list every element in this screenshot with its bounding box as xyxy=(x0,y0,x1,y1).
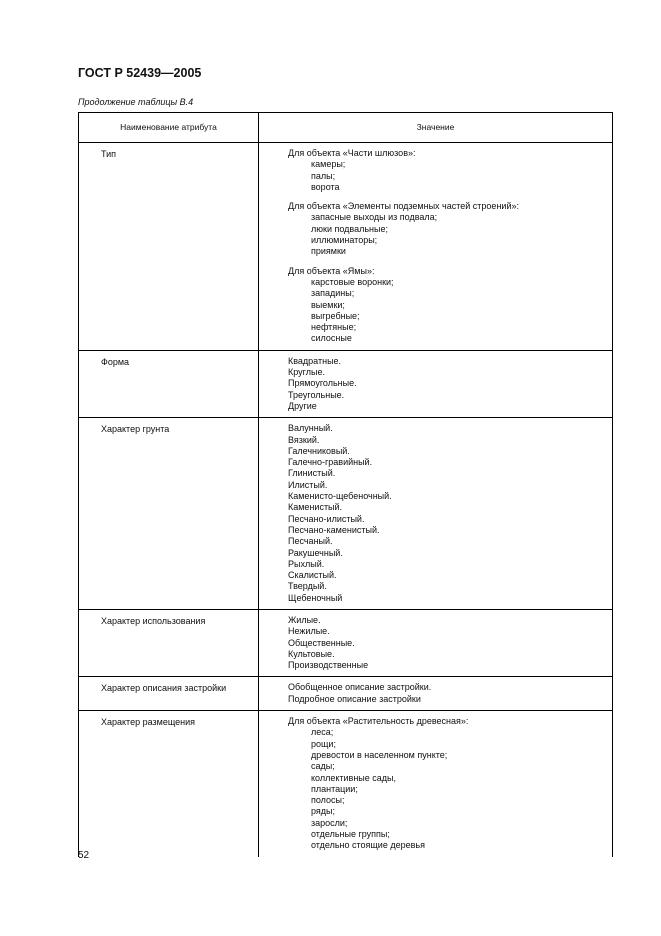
value-item: Песчано-каменистый. xyxy=(288,524,380,535)
value-item: коллективные сады, xyxy=(311,772,396,783)
value-item: Илистый. xyxy=(288,479,328,490)
value-group xyxy=(288,266,612,345)
value-item: Обобщенное описание застройки. xyxy=(288,682,432,693)
value-item: Каменисто-щебеночный. xyxy=(288,491,392,502)
table-row-building-description xyxy=(79,677,613,711)
value-item: запасные выходы из подвала; xyxy=(311,212,438,223)
attribute-values xyxy=(259,610,612,676)
value-item: карстовые воронки; xyxy=(311,276,394,287)
column-header-name: Наименование атрибута xyxy=(79,113,259,143)
attribute-name: Характер грунта xyxy=(101,424,170,435)
table-caption: Продолжение таблицы В.4 xyxy=(78,97,194,107)
table-row-soil xyxy=(79,418,613,610)
value-item: приямки xyxy=(311,246,346,257)
attribute-name: Форма xyxy=(101,356,130,367)
value-item: Подробное описание застройки xyxy=(288,693,421,704)
column-header-value: Значение xyxy=(259,113,613,143)
value-item: Другие xyxy=(288,400,317,411)
page-number: 52 xyxy=(78,850,90,861)
table-row-shape xyxy=(79,350,613,417)
value-group xyxy=(288,716,612,852)
attribute-name: Характер описания застройки xyxy=(101,683,227,694)
value-item: заросли; xyxy=(311,817,348,828)
attributes-table xyxy=(78,112,613,857)
value-item: камеры; xyxy=(311,159,346,170)
table-row-placement xyxy=(79,711,613,857)
value-item: Галечниковый. xyxy=(288,445,350,456)
value-item: Ракушечный. xyxy=(288,547,343,558)
value-item: Рыхлый. xyxy=(288,558,325,569)
document-title: ГОСТ Р 52439—2005 xyxy=(78,66,202,80)
value-item: Твердый. xyxy=(288,581,327,592)
value-item: Треугольные. xyxy=(288,389,345,400)
value-item: западины; xyxy=(311,288,355,299)
value-item: древостои в населенном пункте; xyxy=(311,749,448,760)
value-item: полосы; xyxy=(311,795,345,806)
group-intro: Для объекта «Растительность древесная»: xyxy=(288,716,469,727)
value-item: плантации; xyxy=(311,783,358,794)
value-item: Общественные. xyxy=(288,637,355,648)
value-item: Прямоугольные. xyxy=(288,378,357,389)
value-item: ряды; xyxy=(311,806,335,817)
group-intro: Для объекта «Элементы подземных частей строений»: xyxy=(288,201,519,212)
attribute-values xyxy=(259,418,612,609)
table-header-row xyxy=(79,113,613,143)
attribute-values xyxy=(259,711,612,857)
value-item: выгребные; xyxy=(311,310,360,321)
value-item: Нежилые. xyxy=(288,626,330,637)
value-item: палы; xyxy=(311,170,336,181)
attribute-name: Характер использования xyxy=(101,615,206,626)
table-row-type xyxy=(79,143,613,351)
value-item: Валунный. xyxy=(288,423,333,434)
value-group xyxy=(288,148,612,193)
value-item: Песчаный. xyxy=(288,536,333,547)
value-item: рощи; xyxy=(311,738,336,749)
attribute-name: Тип xyxy=(101,149,117,159)
attribute-values xyxy=(259,351,612,417)
value-item: нефтяные; xyxy=(311,322,357,333)
value-item: люки подвальные; xyxy=(311,223,388,234)
value-item: Скалистый. xyxy=(288,570,337,581)
table-row-usage xyxy=(79,609,613,676)
value-item: Песчано-илистый. xyxy=(288,513,365,524)
value-item: Каменистый. xyxy=(288,502,343,513)
group-intro: Для объекта «Части шлюзов»: xyxy=(288,148,416,158)
value-item: Производственные xyxy=(288,660,369,671)
value-item: Квадратные. xyxy=(288,355,342,366)
value-item: Культовые. xyxy=(288,648,335,659)
attribute-values xyxy=(259,677,612,710)
value-group xyxy=(288,201,612,257)
group-intro: Для объекта «Ямы»: xyxy=(288,265,375,276)
value-item: сады; xyxy=(311,761,335,772)
value-item: выемки; xyxy=(311,299,345,310)
value-item: Галечно-гравийный. xyxy=(288,457,373,468)
value-item: Глинистый. xyxy=(288,468,336,479)
attribute-name: Характер размещения xyxy=(101,717,195,728)
value-item: силосные xyxy=(311,333,352,344)
value-item: отдельные группы; xyxy=(311,829,390,840)
value-item: Жилые. xyxy=(288,614,321,625)
value-item: Щебеночный xyxy=(288,592,343,603)
value-item: Круглые. xyxy=(288,367,325,378)
value-item: леса; xyxy=(311,727,334,738)
attribute-values xyxy=(259,143,612,350)
value-item: отдельно стоящие деревья xyxy=(311,840,425,851)
value-item: иллюминаторы; xyxy=(311,235,378,246)
value-item: ворота xyxy=(311,181,340,192)
value-item: Вязкий. xyxy=(288,434,320,445)
